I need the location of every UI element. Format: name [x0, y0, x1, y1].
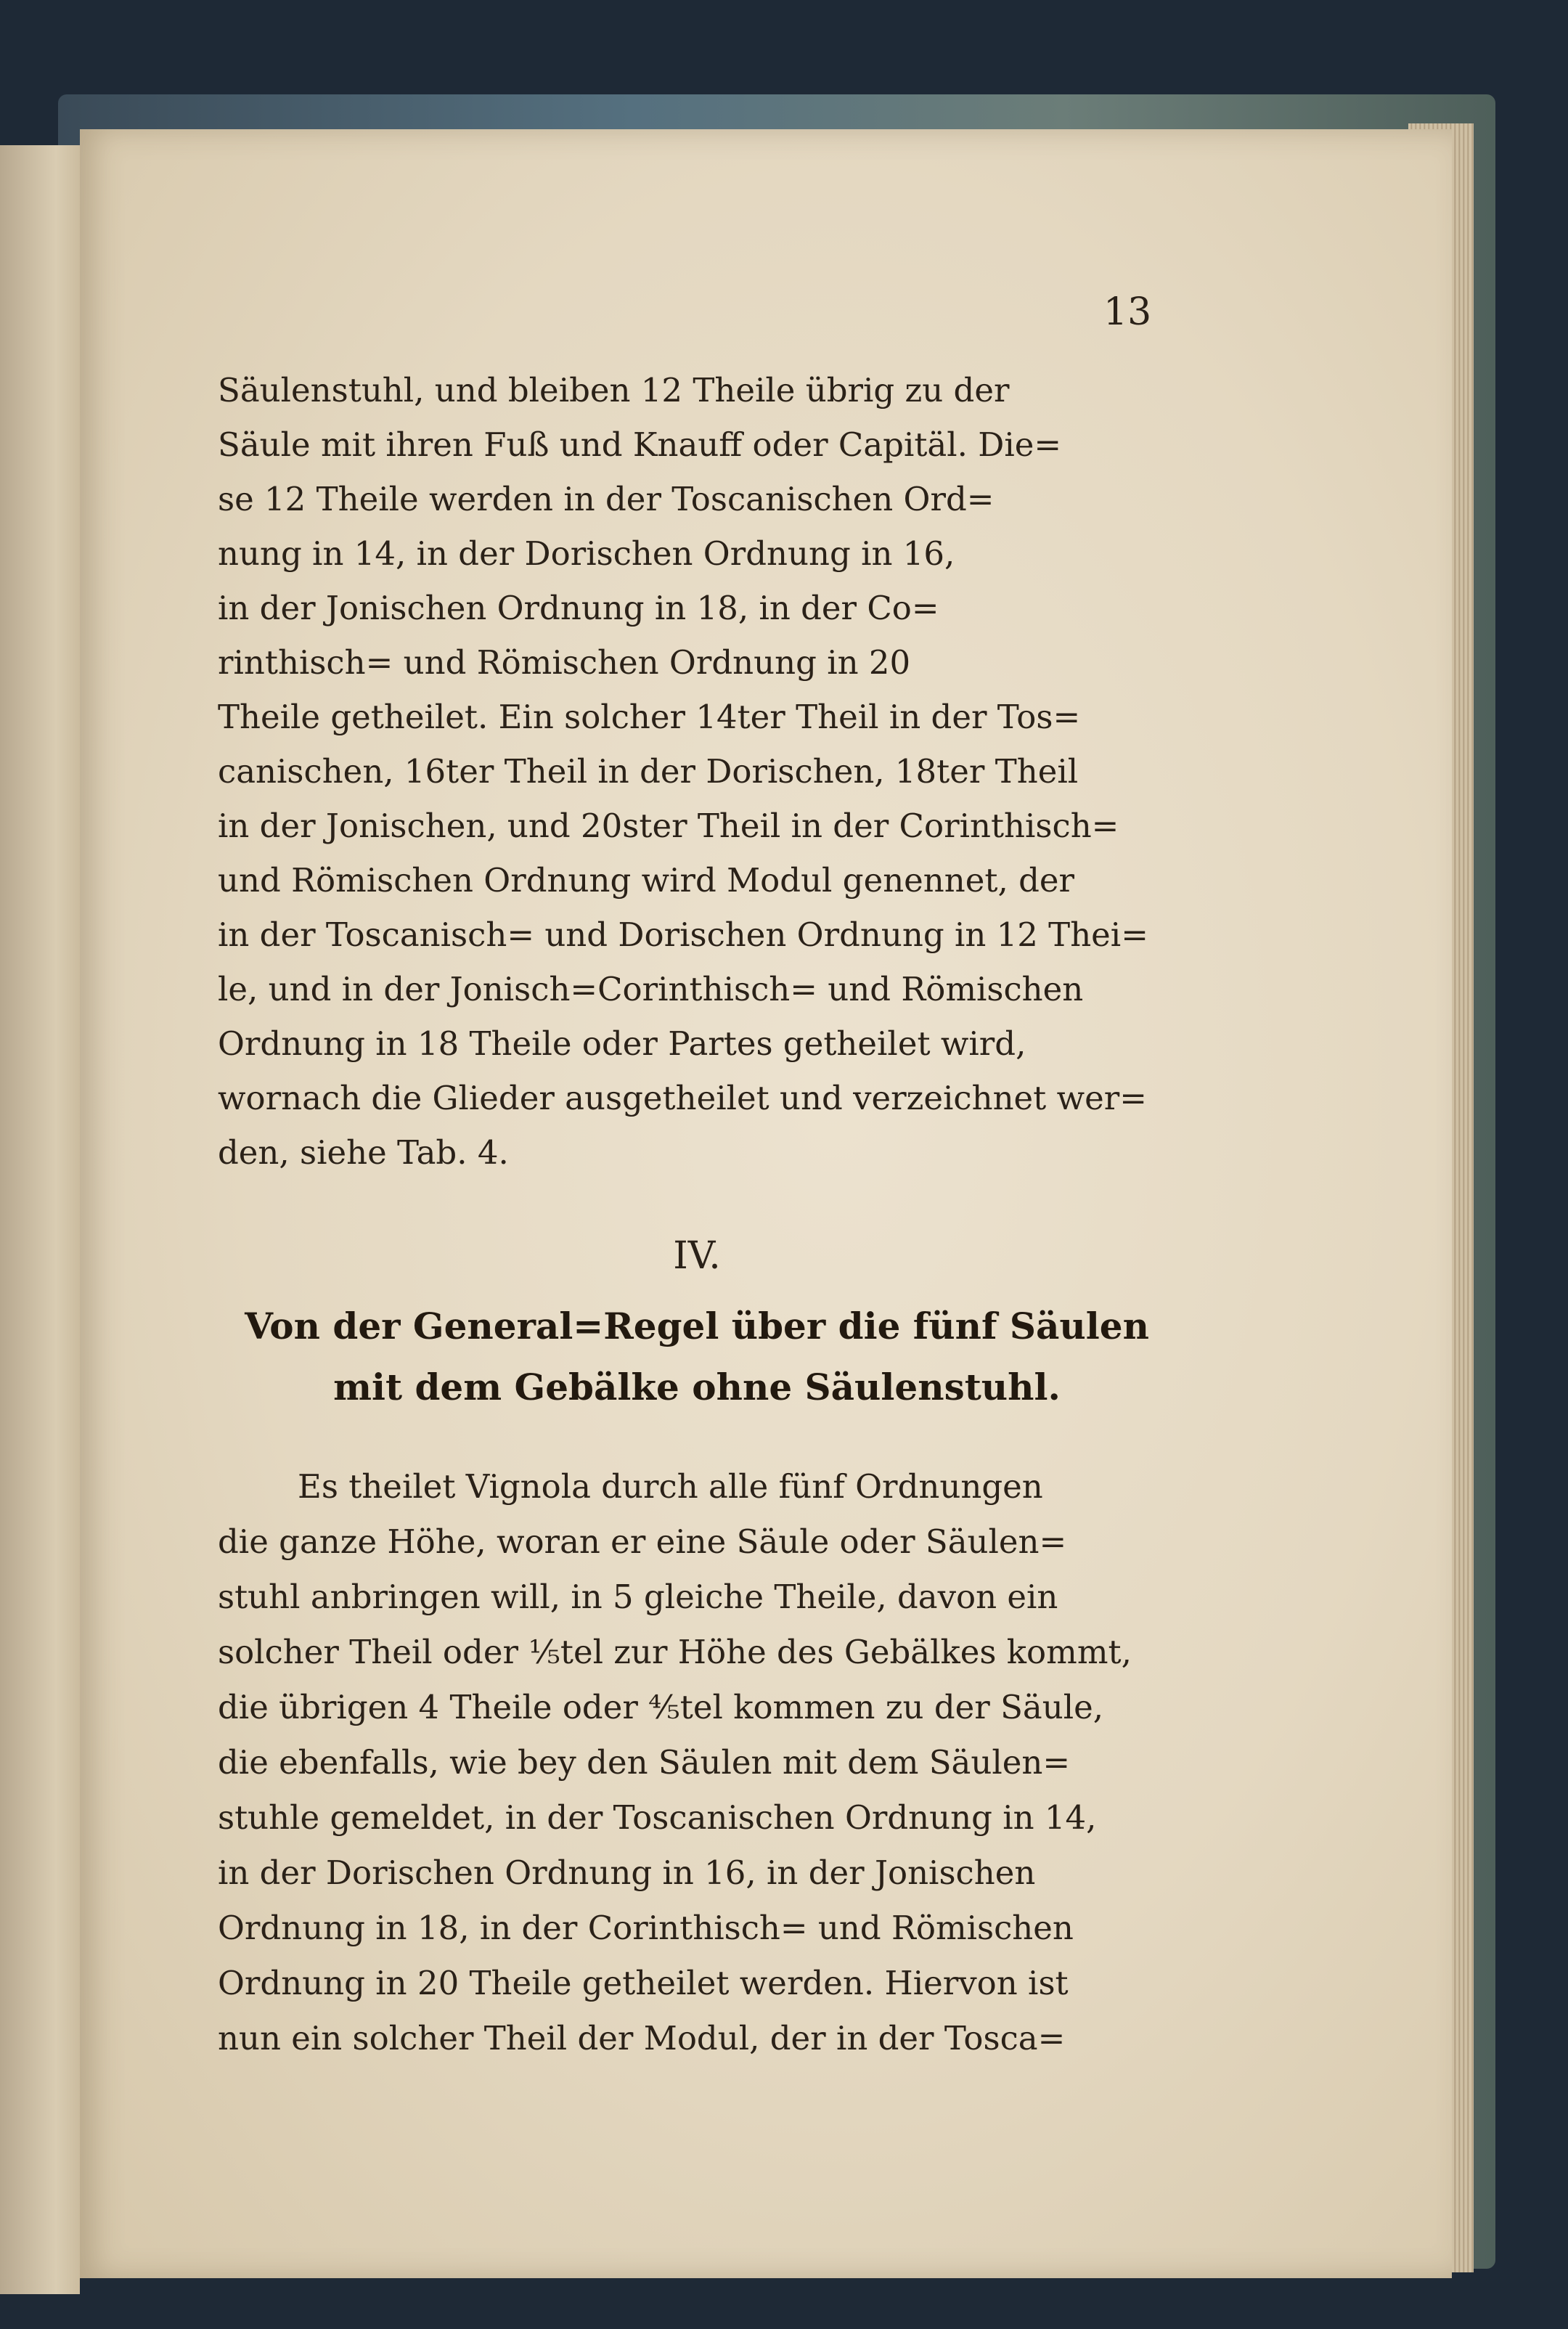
text-line: Ordnung in 18 Theile oder Partes getheilet wird, [218, 1024, 1026, 1063]
text-line: Theile getheilet. Ein solcher 14ter Theil in der Tos= [218, 698, 1081, 736]
left-page-edge [0, 145, 80, 2294]
text-line: canischen, 16ter Theil in der Dorischen, 18ter Theil [218, 752, 1079, 791]
text-line: in der Dorischen Ordnung in 16, in der Jonischen [218, 1853, 1036, 1892]
text-line: die ganze Höhe, woran er eine Säule oder Säulen= [218, 1522, 1067, 1561]
text-line: Ordnung in 18, in der Corinthisch= und Römischen [218, 1909, 1074, 1947]
text-line: rinthisch= und Römischen Ordnung in 20 [218, 643, 911, 682]
text-line: se 12 Theile werden in der Toscanischen Ord= [218, 480, 995, 518]
section-number: IV. [673, 1234, 721, 1278]
page-number: 13 [1103, 290, 1152, 334]
text-line: in der Jonischen, und 20ster Theil in der Corinthisch= [218, 807, 1119, 845]
text-line: in der Toscanisch= und Dorischen Ordnung in 12 Thei= [218, 915, 1148, 954]
text-line: solcher Theil oder ⅕tel zur Höhe des Gebälkes kommt, [218, 1633, 1132, 1671]
text-line: Ordnung in 20 Theile getheilet werden. Hiervon ist [218, 1964, 1069, 2002]
text-line: in der Jonischen Ordnung in 18, in der Co= [218, 589, 939, 627]
section-title-line: mit dem Gebälke ohne Säulenstuhl. [333, 1366, 1061, 1408]
text-line: stuhle gemeldet, in der Toscanischen Ordnung in 14, [218, 1798, 1097, 1837]
paragraph-2 [218, 1459, 1176, 2066]
text-line: Säulenstuhl, und bleiben 12 Theile übrig zu der [218, 371, 1010, 409]
text-line: wornach die Glieder ausgetheilet und verzeichnet wer= [218, 1079, 1147, 1117]
text-line: Säule mit ihren Fuß und Knauff oder Capitäl. Die= [218, 425, 1062, 464]
text-line: die übrigen 4 Theile oder ⅘tel kommen zu der Säule, [218, 1688, 1104, 1726]
text-line: le, und in der Jonisch=Corinthisch= und Römischen [218, 970, 1084, 1008]
text-line: Es theilet Vignola durch alle fünf Ordnungen [298, 1467, 1043, 1506]
text-line: und Römischen Ordnung wird Modul genennet, der [218, 861, 1075, 900]
text-line: nun ein solcher Theil der Modul, der in der Tosca= [218, 2019, 1066, 2057]
section-title [218, 1296, 1176, 1418]
text-line: den, siehe Tab. 4. [218, 1133, 509, 1172]
text-line: die ebenfalls, wie bey den Säulen mit dem Säulen= [218, 1743, 1071, 1782]
section-title-line: Von der General=Regel über die fünf Säulen [245, 1305, 1149, 1347]
text-line: nung in 14, in der Dorischen Ordnung in 16, [218, 534, 955, 573]
paragraph-1 [218, 363, 1176, 1180]
text-line: stuhl anbringen will, in 5 gleiche Theile, davon ein [218, 1578, 1058, 1616]
